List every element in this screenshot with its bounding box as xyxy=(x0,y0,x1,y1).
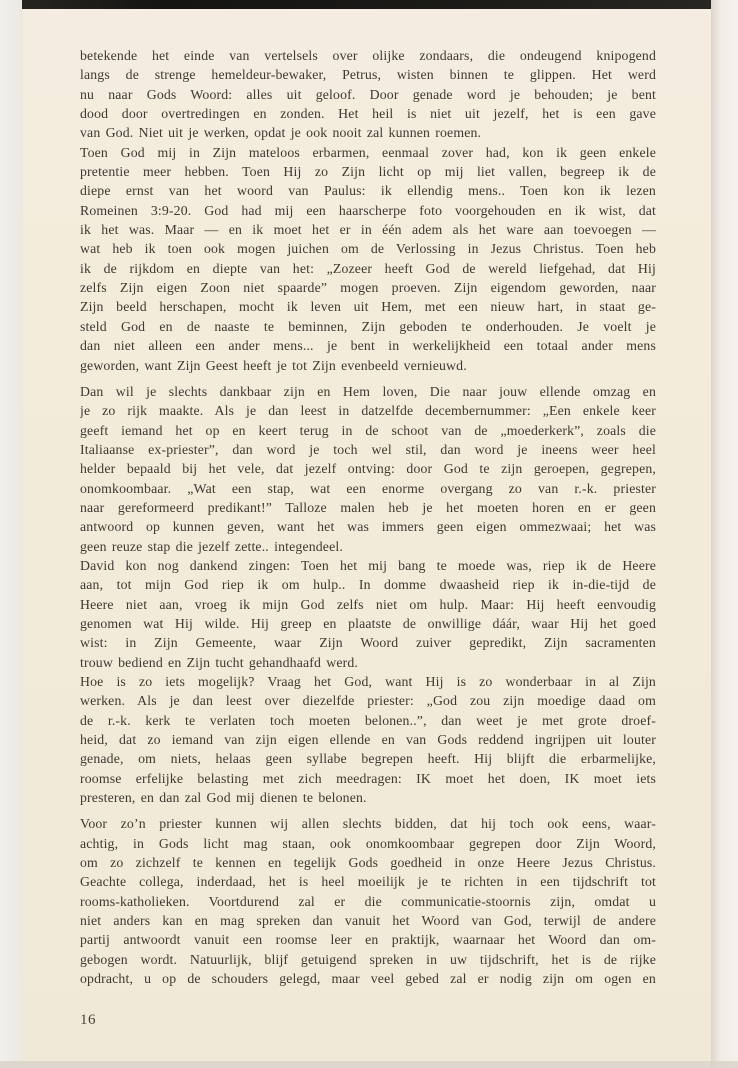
text-line: van God. Niet uit je werken, opdat je ook nooit zal kunnen roemen. xyxy=(80,125,482,141)
text-line: pretentie meer hebben. Toen Hij zo Zijn licht op mij liet vallen, begreep ik de xyxy=(80,164,656,180)
text-line: geworden, want Zijn Geest heeft je tot Zijn evenbeeld vernieuwd. xyxy=(80,357,467,373)
text-line: antwoord op kunnen geven, want het was immers geen eigen ommezwaai; het was xyxy=(80,519,656,535)
text-line: nu naar Gods Woord: alles uit geloof. Door genade word je behouden; je bent xyxy=(80,86,656,102)
text-line: Geachte collega, inderdaad, het is heel moeilijk je te richten in een tijdschrift tot xyxy=(80,874,656,890)
text-line: roomse erfelijke belasting met zich meedragen: IK moet het doen, IK moet iets xyxy=(80,770,656,786)
text-line: zelfs Zijn eigen Zoon niet spaarde” mogen proeven. Zijn eigendom geworden, naar xyxy=(80,280,656,296)
text-line: je zo rijk maakte. Als je dan leest in datzelfde decembernummer: „Een enkele keer xyxy=(80,403,656,419)
text-line: Voor zo’n priester kunnen wij allen slechts bidden, dat hij toch ook eens, waar- xyxy=(80,816,656,832)
text-line: achtig, in Gods licht mag staan, ook onomkoombaar gegrepen door Zijn Woord, xyxy=(80,835,656,851)
text-line: presteren, en dan zal God mij dienen te belonen. xyxy=(80,790,367,806)
text-line: gebogen wordt. Natuurlijk, blijf getuigend spreken in uw tijdschrift, het is de rijke xyxy=(80,951,656,967)
top-scan-band xyxy=(22,0,738,9)
bottom-scan-edge xyxy=(0,1061,738,1068)
text-line: Toen God mij in Zijn mateloos erbarmen, eenmaal zover had, kon ik geen enkele xyxy=(80,144,656,160)
text-line: Hoe is zo iets mogelijk? Vraag het God, want Hij is zo wonderbaar in al Zijn xyxy=(80,674,656,689)
text-line: genomen wat Hij wilde. Hij greep en plaatste de onwillige dáár, waar Hij het goed xyxy=(80,615,656,631)
text-line: naar gereformeerd predikant!” Talloze malen heb je het moeten horen en er geen xyxy=(80,499,656,515)
text-line: geen reuze stap die jezelf zette.. integendeel. xyxy=(80,538,343,554)
text-line: wat heb ik toen ook mogen juichen om de Verlossing in Jezus Christus. Toen heb xyxy=(80,241,656,257)
text-line: genade, om niets, helaas geen syllabe begrepen heeft. Hij blijft die erbarmelijke, xyxy=(80,751,656,767)
left-scan-edge xyxy=(0,0,23,1068)
right-scan-edge xyxy=(711,0,738,1068)
text-line: dood door overtredingen en zonden. Het heil is niet uit jezelf, het is een gave xyxy=(80,106,656,122)
text-line: rooms-katholieken. Voortdurend zal er die communicatie-stoornis zijn, omdat u xyxy=(80,893,656,909)
text-line: David kon nog dankend zingen: Toen het mij bang te moede was, riep ik de Heere xyxy=(80,557,656,573)
paragraph xyxy=(80,672,656,807)
paragraph xyxy=(80,814,656,988)
text-line: geeft iemand het op en keert terug in de schoot van de „moederkerk”, zoals die xyxy=(80,422,656,438)
text-line: trouw bediend en Zijn tucht gehandhaafd werd. xyxy=(80,654,359,670)
text-line: ik het was. Maar — en ik moet het er in één adem als het ware aan toevoegen — xyxy=(80,222,656,238)
text-line: aan, tot mijn God riep ik om hulp.. In domme dwaasheid riep ik in-die-tijd de xyxy=(80,577,656,593)
text-line: langs de strenge hemeldeur-bewaker, Petrus, wisten binnen te glippen. Het werd xyxy=(80,67,656,83)
text-line: dan niet alleen een ander mens... je bent in werkelijkheid een totaal ander mens xyxy=(80,338,656,354)
paper xyxy=(23,0,711,1063)
text-line: Heere niet aan, vroeg ik mijn God zelfs niet om hulp. Maar: Hij heeft eenvoudig xyxy=(80,596,656,612)
text-line: om zo zichzelf te kennen en tegelijk Gods goedheid in onze Heere Jezus Christus. xyxy=(80,855,656,871)
text-line: betekende het einde van vertelsels over olijke zondaars, die ondeugend knipogend xyxy=(80,48,656,63)
text-line: niet anders kan en mag spreken dan vanuit het Woord van God, terwijl de andere xyxy=(80,913,656,929)
text-line: wist: in Zijn Gemeente, waar Zijn Woord zuiver gepredikt, Zijn sacramenten xyxy=(80,635,656,651)
paragraph xyxy=(80,382,656,556)
text-line: Zijn beeld herschapen, mocht ik leven uit Hem, met een nieuw hart, in staat ge- xyxy=(80,299,656,315)
text-line: werken. Als je dan leest over diezelfde priester: „God zou zijn moedige daad om xyxy=(80,693,656,709)
text-line: Dan wil je slechts dankbaar zijn en Hem loven, Die naar jouw ellende omzag en xyxy=(80,383,656,399)
text-line: heid, dat zo iemand van zijn eigen ellende en van Gods reddend ingrijpen uit louter xyxy=(80,732,656,748)
text-line: opdracht, u op de schouders gelegd, maar veel gebed zal er nodig zijn om ogen en xyxy=(80,971,656,987)
text-line: helder bepaald bij het vele, dat jezelf ontving: door God te zijn geroepen, gegrepen, xyxy=(80,461,656,477)
paragraph xyxy=(80,143,656,375)
text-line: steld God en de naaste te beminnen, Zijn geboden te onderhouden. Je voelt je xyxy=(80,318,656,334)
text-line: ik de rijkdom en diepte van het: „Zozeer heeft God de wereld liefgehad, dat Hij xyxy=(80,260,656,276)
text-line: Italiaanse ex-priester”, dan word je toch wel stil, dan word je ineens weer heel xyxy=(80,441,656,457)
paragraph xyxy=(80,556,656,672)
text-line: Romeinen 3:9-20. God had mij een haarscherpe foto voorgehouden en ik wist, dat xyxy=(80,202,656,218)
text-line: partij antwoordt vanuit een roomse leer en praktijk, waarnaar het Woord dan om- xyxy=(80,932,656,948)
paragraph xyxy=(80,46,656,143)
text-line: diepe ernst van het woord van Paulus: ik ellendig mens.. Toen kon ik lezen xyxy=(80,183,656,199)
page-number: 16 xyxy=(80,1012,96,1028)
text-line: onomkoombaar. „Wat een stap, wat een enorme overgang zo van r.-k. priester xyxy=(80,480,656,496)
page-text xyxy=(80,46,656,989)
text-line: de r.-k. kerk te verlaten toch moeten belonen..”, dan weet je met grote droef- xyxy=(80,712,656,728)
